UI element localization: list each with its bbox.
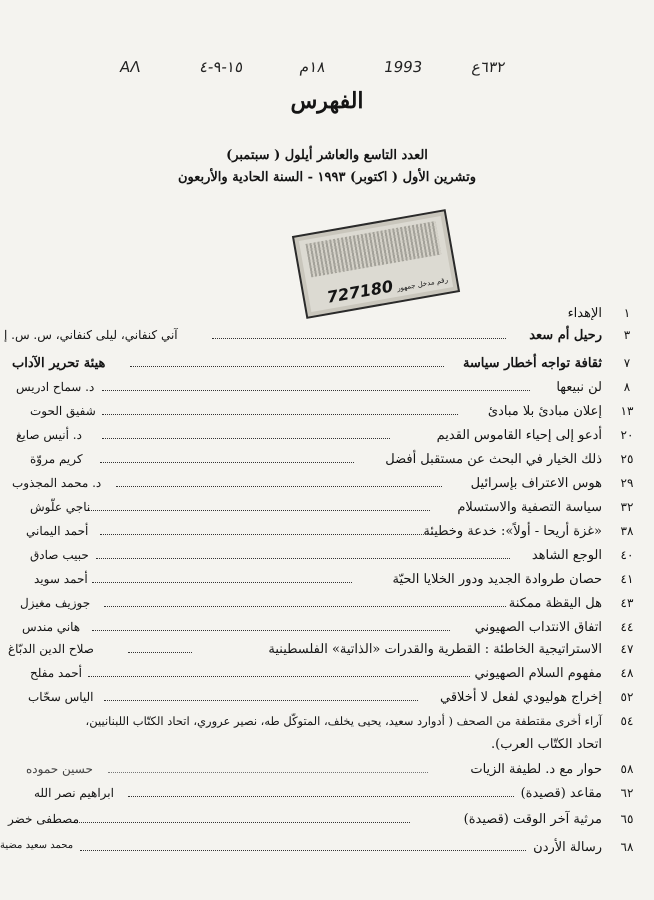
toc-leader (104, 606, 506, 607)
toc-leader (100, 534, 442, 535)
toc-title: رحيل أم سعد (529, 328, 602, 343)
toc-author: ابراهيم نصر الله (34, 786, 114, 800)
toc-page: ٦٢ (620, 786, 634, 800)
toc-row (0, 380, 654, 404)
toc-page: ٤٧ (620, 642, 634, 656)
toc-title: إخراج هوليودي لفعل لا أخلاقي (439, 690, 602, 705)
toc-title: هل اليقظة ممكنة (508, 596, 602, 611)
toc-page: ٤٠ (620, 548, 634, 562)
toc-title: الوجع الشاهد (531, 548, 602, 563)
toc-leader (128, 796, 514, 797)
toc-row (0, 404, 654, 428)
toc-row (0, 620, 654, 644)
toc-row (0, 666, 654, 690)
toc-page: ٥٤ (620, 714, 634, 728)
toc-author: الياس سحّاب (28, 690, 94, 704)
toc-author: آني كنفاني، ليلى كنفاني، س. س. إ (4, 328, 178, 342)
toc-author: أحمد سويد (34, 572, 88, 586)
toc-row (0, 572, 654, 596)
toc-title: اتفاق الانتداب الصهيوني (474, 620, 602, 635)
toc-title: ذلك الخيار في البحث عن مستقبل أفضل (385, 452, 602, 467)
toc-title: حوار مع د. لطيفة الزيات (470, 762, 602, 777)
toc-title-continuation: اتحاد الكتّاب العرب). (491, 737, 602, 752)
toc-row (0, 452, 654, 476)
toc-page: ٦٨ (620, 840, 634, 854)
toc-leader (88, 676, 470, 677)
toc-title: مفهوم السلام الصهيوني (474, 666, 602, 681)
toc-leader (80, 850, 526, 851)
toc-page: ٣ (623, 328, 631, 342)
toc-leader (102, 390, 530, 391)
toc-row (0, 840, 654, 864)
toc-leader (100, 462, 354, 463)
toc-author: مصطفى خضر (8, 812, 80, 826)
toc-author: كريم مروّة (30, 452, 83, 466)
toc-author: د. سماح ادريس (16, 380, 95, 394)
toc-row (0, 306, 654, 330)
toc-author: حسين حموده (26, 762, 93, 776)
toc-leader (104, 700, 418, 701)
toc-row (0, 596, 654, 620)
toc-leader (108, 772, 428, 773)
toc-leader (212, 338, 506, 339)
handwritten-issue: ٦٣٢ع (470, 58, 507, 76)
toc-author: شفيق الحوت (30, 404, 96, 418)
toc-title: سياسة التصفية والاستسلام (457, 500, 602, 515)
toc-leader (92, 630, 450, 631)
toc-title: إعلان مبادئ بلا مبادئ (487, 404, 602, 419)
toc-author: حبيب صادق (30, 548, 89, 562)
toc-page: ١ (623, 306, 631, 320)
toc-page: ٣٨ (620, 524, 634, 538)
toc-leader (130, 366, 444, 367)
handwritten-date: ١٥-٩-٤ (198, 58, 245, 76)
toc-title: الاستراتيجية الخاطئة : القطرية والقدرات «الذاتية» الفلسطينية (268, 642, 602, 657)
toc-page: ٤٣ (620, 596, 634, 610)
stamp-number: 727180 (325, 276, 395, 307)
toc-author: جوزيف مغيزل (20, 596, 91, 610)
toc-title: آراء أخرى مقتطفة من الصحف ( أدوارد سعيد، يحيى يخلف، المتوكّل طه، نصير عروري، اتحاد الكتّاب اللبنانيين، (85, 714, 602, 728)
toc-title: «غزة أريحا - أولاً»: خدعة وخطيئة (423, 524, 602, 539)
handwritten-volume: ١٨م (298, 58, 327, 76)
toc-author: هاني مندس (22, 620, 81, 634)
handwritten-mark-1: AΛ (118, 58, 142, 76)
toc-page: ٥٢ (620, 690, 634, 704)
toc-row (0, 762, 654, 786)
stamp-label: رقم مدخل جمهور (396, 275, 449, 293)
toc-page: ٣٢ (620, 500, 634, 514)
toc-author: أحمد مفلح (30, 666, 83, 680)
stamp-header-text (305, 221, 441, 277)
toc-row (0, 642, 654, 666)
toc-row (0, 548, 654, 572)
toc-row (0, 356, 654, 380)
toc-row (0, 812, 654, 836)
toc-author: د. أنيس صايغ (16, 428, 82, 442)
toc-title: ثقافة تواجه أخطار سياسة (462, 356, 602, 371)
library-stamp (292, 209, 460, 319)
toc-author: أحمد اليماني (26, 524, 89, 538)
toc-author: محمد سعيد مضية (0, 840, 74, 851)
toc-page: ٨ (623, 380, 631, 394)
toc-row (0, 328, 654, 352)
toc-page: ٤١ (620, 572, 634, 586)
toc-title: مرثية آخر الوقت (قصيدة) (463, 812, 602, 827)
toc-page: ٤٤ (620, 620, 634, 634)
toc-page: ٦٥ (620, 812, 634, 826)
toc-row (0, 690, 654, 714)
toc-author: د. محمد المجذوب (12, 476, 102, 490)
toc-page: ٢٠ (620, 428, 634, 442)
toc-leader (128, 652, 192, 653)
issue-subtitle-2: وتشرين الأول ( اكتوبر) ١٩٩٣ - السنة الحادية والأربعون (177, 170, 477, 185)
toc-page: ٢٥ (620, 452, 634, 466)
toc-page: ٢٩ (620, 476, 634, 490)
toc-row (0, 786, 654, 810)
toc-page: ١٣ (620, 404, 634, 418)
toc-leader (96, 558, 510, 559)
toc-title: هوس الاعتراف بإسرائيل (470, 476, 602, 491)
toc-leader (116, 486, 442, 487)
handwritten-year: 1993 (382, 58, 424, 76)
toc-leader (88, 510, 430, 511)
toc-title: رسالة الأردن (533, 840, 602, 855)
toc-row (0, 500, 654, 524)
toc-author: ناجي علّوش (30, 500, 91, 514)
toc-leader (102, 438, 390, 439)
toc-leader (92, 582, 352, 583)
toc-title: الإهداء (567, 306, 602, 321)
toc-page: ٥٨ (620, 762, 634, 776)
toc-leader (102, 414, 458, 415)
toc-title: مقاعد (قصيدة) (520, 786, 602, 801)
page-title: الفهرس (290, 88, 364, 114)
toc-row (0, 476, 654, 500)
toc-author: هيئة تحرير الآداب (12, 356, 106, 371)
toc-title: أدعو إلى إحياء القاموس القديم (436, 428, 602, 443)
toc-page: ٤٨ (620, 666, 634, 680)
toc-row (0, 428, 654, 452)
toc-page: ٧ (623, 356, 631, 370)
toc-leader (74, 822, 410, 823)
toc-author: صلاح الدين الدبّاغ (8, 642, 94, 656)
toc-title: حصان طروادة الجديد ودور الخلايا الحيّة (392, 572, 602, 587)
toc-title: لن نبيعها (556, 380, 602, 395)
toc-row (0, 524, 654, 548)
issue-subtitle-1: العدد التاسع والعاشر أيلول ( سبتمبر) (226, 148, 428, 163)
